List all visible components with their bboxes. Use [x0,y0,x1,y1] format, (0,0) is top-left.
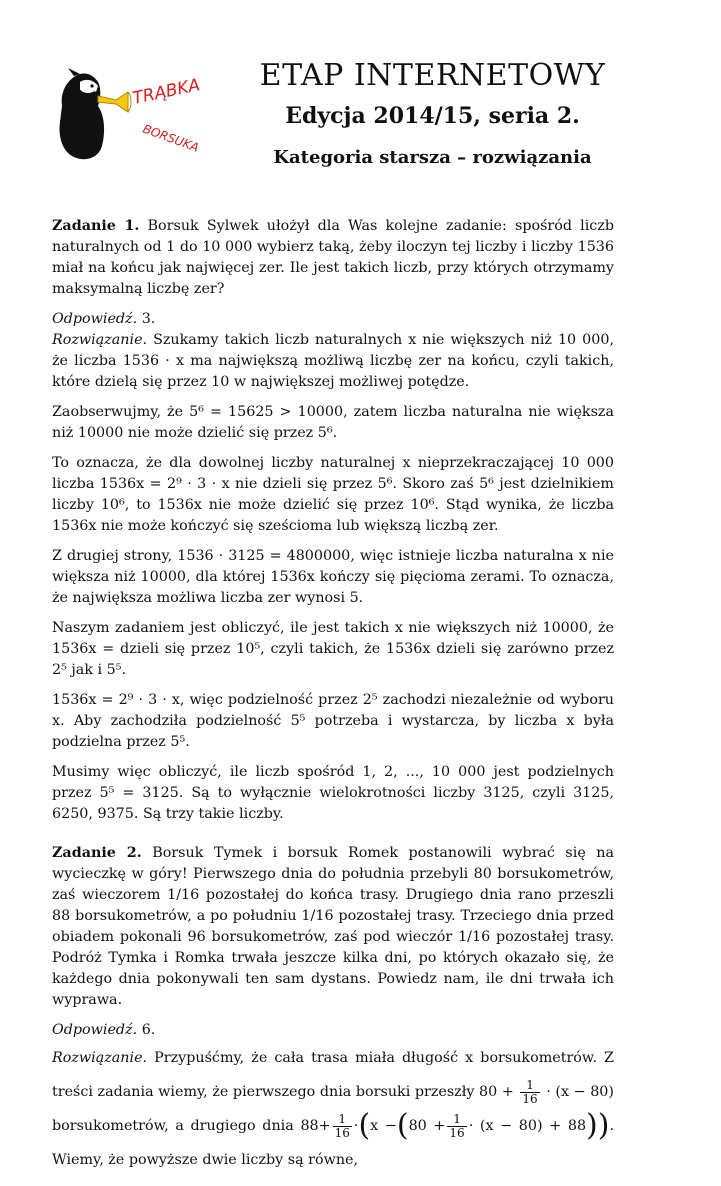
task-1-label: Zadanie 1. [52,218,140,234]
task-1-solution-p4: Z drugiej strony, 1536 · 3125 = 4800000, więc istnieje liczba naturalna x nie większa niż 10000, dla której 1536x kończy się pięcioma zerami. To oznacza, że największa możliwa liczba zer wynosi 5. [52,548,614,606]
solution-label: Rozwiązanie. [52,332,148,348]
task-2-statement [52,843,614,1011]
edition-subtitle: Edycja 2014/15, seria 2. [285,103,580,129]
task-1-answer [52,309,614,330]
document-body [52,216,614,1186]
svg-text:TRĄBKA: TRĄBKA [130,75,202,109]
logo [54,66,214,166]
answer-value: 6. [141,1022,156,1038]
task-1-solution-p5: Naszym zadaniem jest obliczyć, ile jest takich x nie większych niż 10000, że 1536x = dzieli się przez 10⁵, czyli takich, że 1536x dzieli się zarówno przez 2⁵ jak i 5⁵. [52,620,614,678]
task-1-solution-p3: To oznacza, że dla dowolnej liczby naturalnej x nieprzekraczającej 10 000 liczba 1536x = 2⁹ · 3 · x nie dzieli się przez 5⁶. Skoro zaś 5⁶ jest dzielnikiem liczby 10⁶, to 1536x nie może dzielić się przez 10⁶. Stąd wynika, że liczba 1536x nie może kończyć się sześcioma lub większą liczbą zer. [52,455,614,534]
task-1-solution-p7: Musimy więc obliczyć, ile liczb spośród 1, 2, ..., 10 000 jest podzielnych przez 5⁵ = 3125. Są to wyłącznie wielokrotności liczby 3125, czyli 3125, 6250, 9375. Są trzy takie liczby. [52,764,614,822]
answer-label: Odpowiedź. [52,311,138,327]
formula-2-part-a: 88+ [300,1118,331,1134]
task-1-solution-p1 [52,330,614,393]
formula-2-part-b: · [353,1118,359,1134]
fraction: $\frac{1}{16}$ [449,1111,465,1140]
answer-label: Odpowiedź. [52,1022,138,1038]
big-paren-open: ( [358,1108,371,1143]
task-2-answer [52,1020,614,1041]
solution-text-a: Przypuśćmy, że cała trasa miała długość x borsukometrów. Z treści zadania wiemy, że pierwszego dnia borsuki przeszły [52,1050,614,1100]
task-2-text: Borsuk Tymek i borsuk Romek postanowili wybrać się na wycieczkę w góry! Pierwszego dnia do południa przebyli 80 borsukometrów, zaś wieczorem 1/16 pozostałej do końca trasy. Drugiego dnia rano przeszli 88 borsukometrów, a po południu 1/16 pozostałej trasy. Trzeciego dnia przed obiadem pokonali 96 borsukometrów, zaś pod wieczór 1/16 pozostałej trasy. Podróż Tymka i Romka trwała jeszcze kilka dni, po których okazało się, że każdego dnia pokonywali ten sam dystans. Powiedz nam, ile dni trwała ich wyprawa. [52,845,614,1008]
formula-2-part-c: x − [370,1118,397,1134]
task-1-solution-p6: 1536x = 2⁹ · 3 · x, więc podzielność przez 2⁵ zachodzi niezależnie od wyboru x. Aby zachodziła podzielność 5⁵ potrzeba i wystarcza, by liczba x była podzielna przez 5⁵. [52,692,614,750]
solution-text: Szukamy takich liczb naturalnych x nie większych niż 10 000, że liczba 1536 · x ma największą możliwą liczbę zer na końcu, czyli takich, które dzielą się przez 10 w największej możliwej potędze. [52,332,614,390]
answer-value: 3. [141,311,156,327]
formula-1-suffix: · (x − 80) [546,1084,614,1100]
header [220,58,645,168]
task-2-solution [52,1041,614,1177]
svg-text:BORSUKA: BORSUKA [140,121,201,155]
task-2-label: Zadanie 2. [52,845,142,861]
solution-label: Rozwiązanie. [52,1050,148,1066]
fraction: $\frac{1}{16}$ [334,1111,350,1140]
page-title: ETAP INTERNETOWY [259,58,606,93]
solution-text-b: borsukometrów, a drugiego dnia [52,1118,294,1134]
big-paren-close: )) [586,1108,610,1143]
badger-trumpet-icon [54,66,214,166]
task-1 [52,216,614,825]
formula-2-part-d: 80 + [408,1118,446,1134]
task-1-statement [52,216,614,300]
big-paren-open: ( [396,1108,409,1143]
task-1-text: Borsuk Sylwek ułożył dla Was kolejne zadanie: spośród liczb naturalnych od 1 do 10 000 wybierz taką, żeby iloczyn tej liczby i liczby 1536 miał na końcu jak najwięcej zer. Ile jest takich liczb, przy których otrzymamy maksymalną liczbę zer? [52,218,614,297]
fraction: $\frac{1}{16}$ [522,1077,538,1106]
formula-2-part-e: · (x − 80) + 88 [468,1118,587,1134]
task-1-solution-p2: Zaobserwujmy, że 5⁶ = 15625 > 10000, zatem liczba naturalna nie większa niż 10000 nie może dzielić się przez 5⁶. [52,404,614,441]
formula-1-prefix: 80 + [479,1084,514,1100]
task-2 [52,843,614,1177]
solution-text-c: . Wiemy, że powyższe dwie liczby są równe, [52,1118,615,1168]
category-heading: Kategoria starsza – rozwiązania [273,147,592,168]
